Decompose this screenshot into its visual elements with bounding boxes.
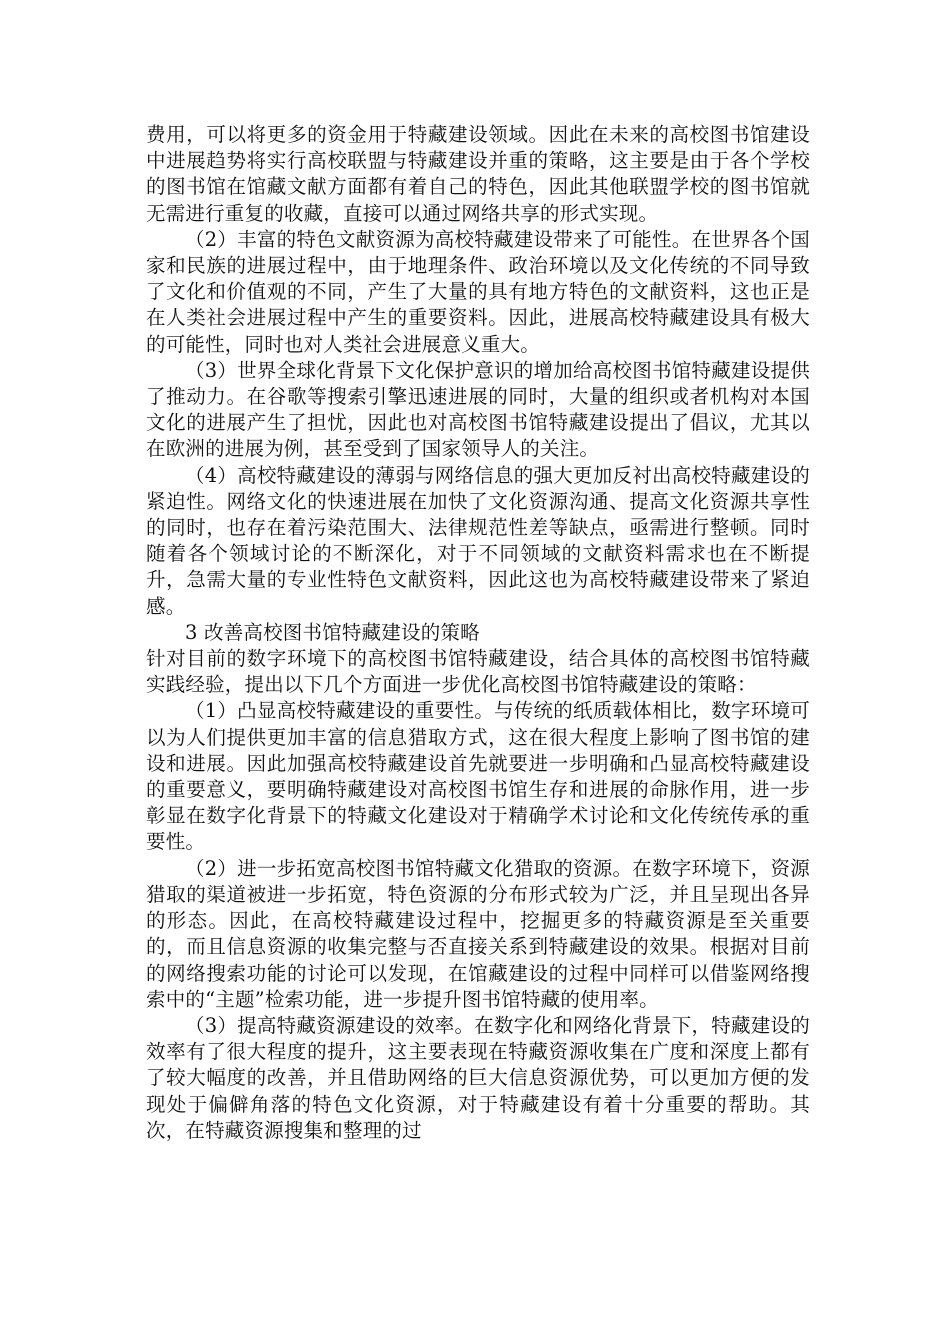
paragraph-continuation: 费用，可以将更多的资金用于特藏建设领域。因此在未来的高校图书馆建设中进展趋势将实行高校联盟与特藏建设并重的策略，这主要是由于各个学校的图书馆在馆藏文献方面都有着自己的特色，因此其他联盟学校的图书馆就无需进行重复的收藏，直接可以通过网络共享的形式实现。 [146,123,810,225]
paragraph-intro: 针对目前的数字环境下的高校图书馆特藏建设，结合具体的高校图书馆特藏实践经验，提出以下几个方面进一步优化高校图书馆特藏建设的策略： [146,647,810,697]
paragraph-point-4: （4）高校特藏建设的薄弱与网络信息的强大更加反衬出高校特藏建设的紧迫性。网络文化的快速进展在加快了文化资源沟通、提高文化资源共享性的同时，也存在着污染范围大、法律规范性差等缺点，亟需进行整顿。同时随着各个领域讨论的不断深化，对于不同领域的文献资料需求也在不断提升，急需大量的专业性特色文献资料，因此这也为高校特藏建设带来了紧迫感。 [146,463,810,618]
paragraph-point-2: （2）丰富的特色文献资源为高校特藏建设带来了可能性。在世界各个国家和民族的进展过程中，由于地理条件、政治环境以及文化传统的不同导致了文化和价值观的不同，产生了大量的具有地方特色的文献资料，这也正是在人类社会进展过程中产生的重要资料。因此，进展高校特藏建设具有极大的可能性，同时也对人类社会进展意义重大。 [146,227,810,356]
paragraph-point-3: （3）世界全球化背景下文化保护意识的增加给高校图书馆特藏建设提供了推动力。在谷歌等搜索引擎迅速进展的同时，大量的组织或者机构对本国文化的进展产生了担忧，因此也对高校图书馆特藏建设提出了倡议，尤其以在欧洲的进展为例，甚至受到了国家领导人的关注。 [146,358,810,461]
paragraph-strategy-3: （3）提高特藏资源建设的效率。在数字化和网络化背景下，特藏建设的效率有了很大程度的提升，这主要表现在特藏资源收集在广度和深度上都有了较大幅度的改善，并且借助网络的巨大信息资源优势，可以更加方便的发现处于偏僻角落的特色文化资源，对于特藏建设有着十分重要的帮助。其次，在特藏资源搜集和整理的过 [146,1013,810,1142]
section-heading: 3 改善高校图书馆特藏建设的策略 [185,620,480,644]
paragraph-strategy-2: （2）进一步拓宽高校图书馆特藏文化猎取的资源。在数字环境下，资源猎取的渠道被进一步拓宽，特色资源的分布形式较为广泛，并且呈现出各异的形态。因此，在高校特藏建设过程中，挖掘更多的特藏资源是至关重要的，而且信息资源的收集完整与否直接关系到特藏建设的效果。根据对目前的网络搜索功能的讨论可以发现，在馆藏建设的过程中同样可以借鉴网络搜索中的“主题”检索功能，进一步提升图书馆特藏的使用率。 [146,856,810,1011]
paragraph-strategy-1: （1）凸显高校特藏建设的重要性。与传统的纸质载体相比，数字环境可以为人们提供更加丰富的信息猎取方式，这在很大程度上影响了图书馆的建设和进展。因此加强高校特藏建设首先就要进一步明确和凸显高校特藏建设的重要意义，要明确特藏建设对高校图书馆生存和进展的命脉作用，进一步彰显在数字化背景下的特藏文化建设对于精确学术讨论和文化传统传承的重要性。 [146,699,810,854]
document-page [146,122,810,1144]
